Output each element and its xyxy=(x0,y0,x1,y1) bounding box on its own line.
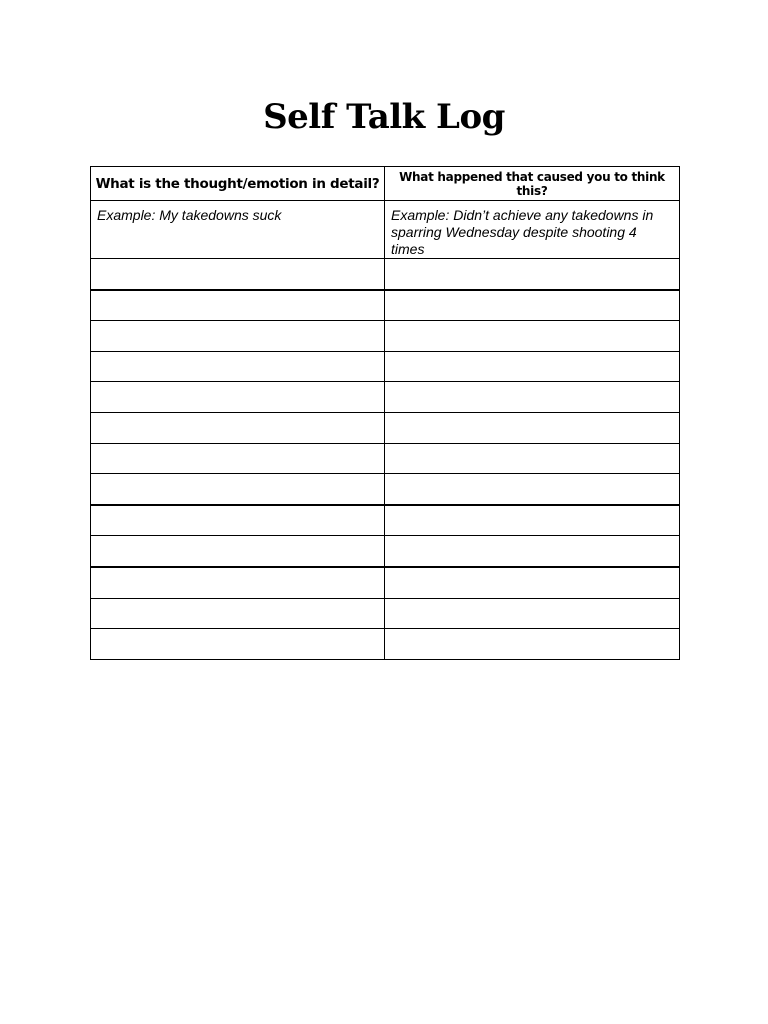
thought-cell[interactable] xyxy=(91,321,385,352)
example-row xyxy=(91,201,680,259)
table-row xyxy=(91,443,680,474)
cause-cell[interactable] xyxy=(385,629,680,660)
cause-cell[interactable] xyxy=(385,536,680,567)
table-row xyxy=(91,567,680,598)
thought-cell[interactable] xyxy=(91,259,385,290)
table-row xyxy=(91,351,680,382)
cause-cell[interactable] xyxy=(385,382,680,413)
thought-cell[interactable] xyxy=(91,412,385,443)
self-talk-log-table xyxy=(90,166,680,660)
table-row xyxy=(91,598,680,629)
thought-cell[interactable] xyxy=(91,443,385,474)
thought-cell[interactable] xyxy=(91,629,385,660)
thought-cell[interactable] xyxy=(91,474,385,505)
page-title: Self Talk Log xyxy=(263,97,505,137)
table-row xyxy=(91,505,680,536)
thought-cell[interactable] xyxy=(91,567,385,598)
table-row xyxy=(91,412,680,443)
cause-cell[interactable] xyxy=(385,351,680,382)
cause-cell[interactable] xyxy=(385,321,680,352)
thought-cell[interactable] xyxy=(91,505,385,536)
table-header-row xyxy=(91,167,680,201)
cause-cell[interactable] xyxy=(385,259,680,290)
table-row xyxy=(91,382,680,413)
cause-cell[interactable] xyxy=(385,290,680,321)
cause-cell[interactable] xyxy=(385,474,680,505)
thought-cell[interactable] xyxy=(91,351,385,382)
cause-cell[interactable] xyxy=(385,598,680,629)
header-thought: What is the thought/emotion in detail? xyxy=(91,167,385,201)
thought-cell[interactable] xyxy=(91,536,385,567)
table-row xyxy=(91,290,680,321)
thought-cell[interactable] xyxy=(91,382,385,413)
header-cause: What happened that caused you to think this? xyxy=(385,167,680,201)
cause-cell[interactable] xyxy=(385,412,680,443)
cause-cell[interactable] xyxy=(385,567,680,598)
cause-cell[interactable] xyxy=(385,505,680,536)
cause-cell[interactable] xyxy=(385,443,680,474)
table-row xyxy=(91,629,680,660)
table-row xyxy=(91,321,680,352)
table-row xyxy=(91,259,680,290)
thought-cell[interactable] xyxy=(91,290,385,321)
example-cause: Example: Didn’t achieve any takedowns in sparring Wednesday despite shooting 4 times xyxy=(385,201,680,259)
table-row xyxy=(91,536,680,567)
thought-cell[interactable] xyxy=(91,598,385,629)
table-row xyxy=(91,474,680,505)
example-thought: Example: My takedowns suck xyxy=(91,201,385,259)
